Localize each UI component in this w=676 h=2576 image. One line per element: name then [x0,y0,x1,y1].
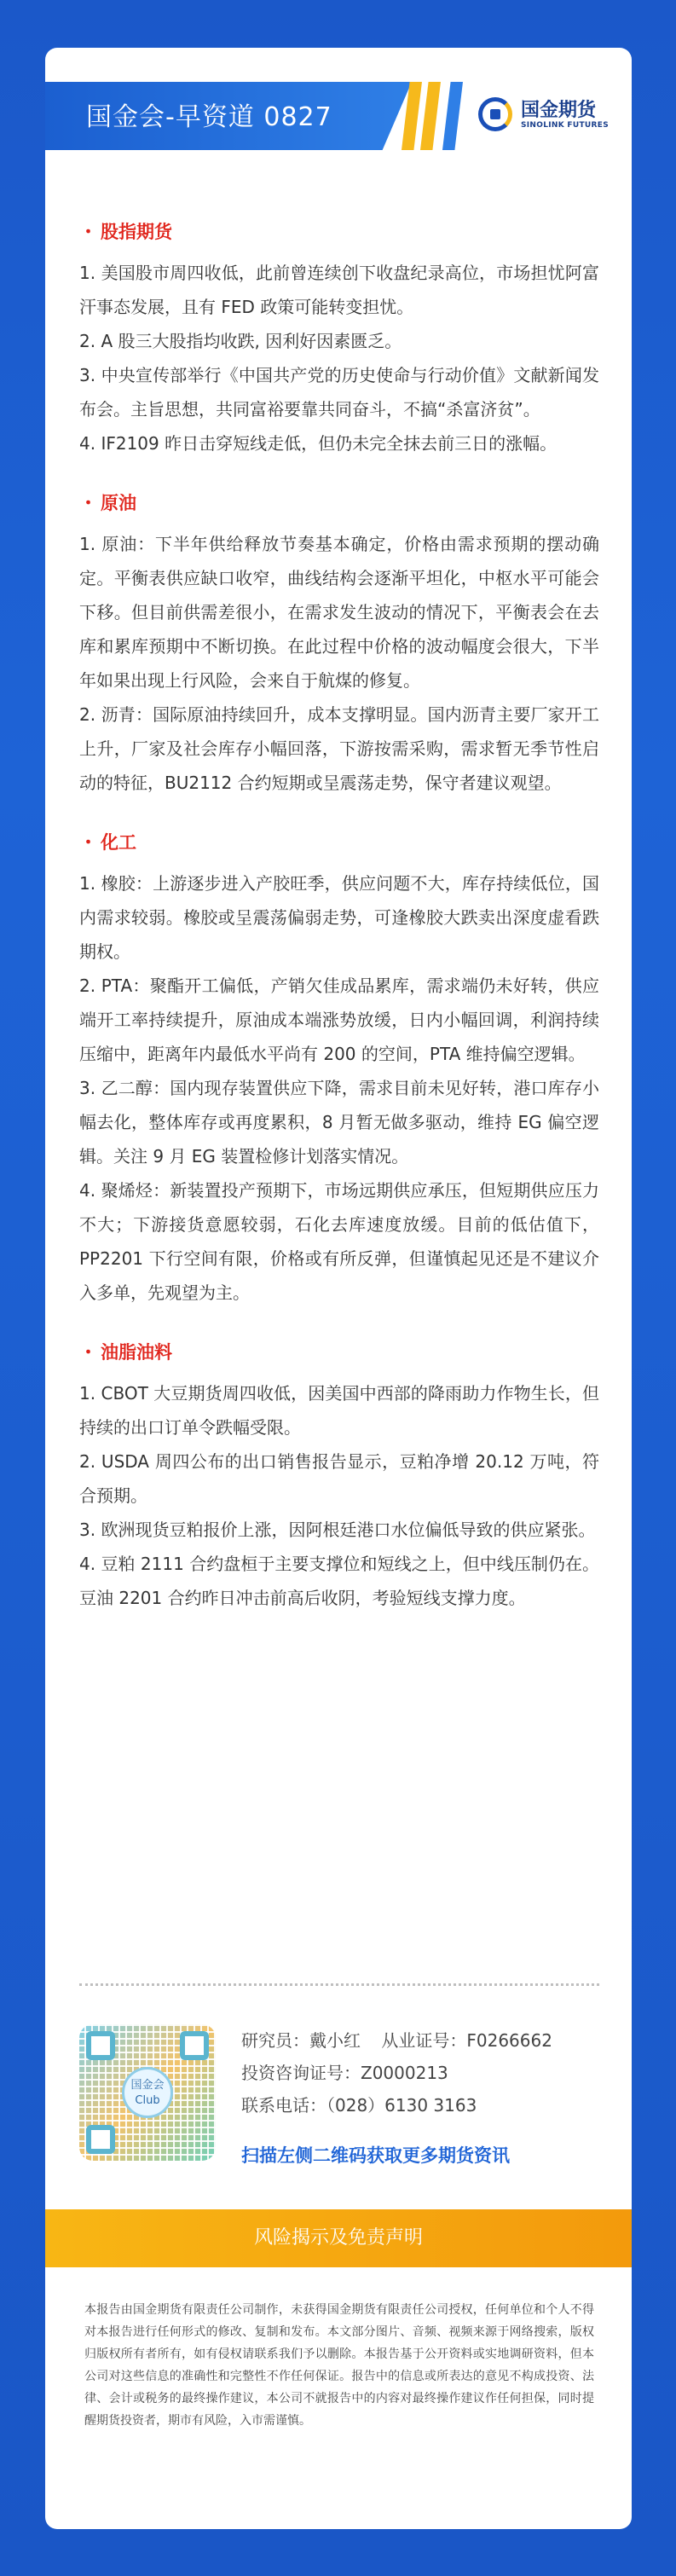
consult-row [241,2057,552,2089]
paragraph: 2. PTA：聚酯开工偏低，产销欠佳成品累库，需求端仍未好转，供应端开工率持续提升，原油成本端涨势放缓，日内小幅回调，利润持续压缩中，距离年内最低水平尚有 200 的空间，PTA 维持偏空逻辑。 [79,975,599,1064]
qr-finder-icon [180,2031,209,2060]
section-heading [79,218,599,244]
paragraph: 4. IF2109 昨日击穿短线走低，但仍未完全抹去前三日的涨幅。 [79,433,558,454]
qr-code[interactable] [79,2024,216,2161]
qr-finder-icon [86,2125,115,2154]
paragraph: 3. 中央宣传部举行《中国共产党的历史使命与行动价值》文献新闻发布会。主旨思想，共同富裕要靠共同奋斗，不搞“杀富济贫”。 [79,365,599,420]
qr-finder-icon [86,2031,115,2060]
bullet-icon: ・ [79,1342,97,1363]
disclaimer-text: 本报告由国金期货有限责任公司制作，未获得国金期货有限责任公司授权，任何单位和个人不得对本报告进行任何形式的修改、复制和发布。本文部分图片、音频、视频来源于网络搜索，版权归版权所有者所有，如有侵权请联系我们予以删除。本报告基于公开资料或实地调研资料，但本公司对这些信息的准确性和完整性不作任何保证。报告中的信息或所表达的意见不构成投资、法律、会计或税务的最终操作建议，本公司不就报告中的内容对最终操作建议作任何担保，同时提醒期货投资者，期市有风险，入市需谨慎。 [84,2303,594,2428]
brand-logo [478,92,623,140]
phone-label: 联系电话： [241,2095,326,2116]
bullet-icon: ・ [79,832,97,853]
section-title: 化工 [101,832,136,853]
paragraph: 1. CBOT 大豆期货周四收低，因美国中西部的降雨助力作物生长，但持续的出口订单令跌幅受限。 [79,1383,599,1438]
section-heading [79,489,599,515]
logo-text-cn: 国金期货 [521,100,597,121]
section-title: 原油 [101,493,136,513]
section-title: 油脂油料 [101,1342,172,1363]
paragraph: 4. 豆粕 2111 合约盘桓于主要支撑位和短线之上，但中线压制仍在。豆油 2201 合约昨日冲击前高后收阴，考验短线支撑力度。 [79,1554,599,1608]
dotted-divider [79,1983,599,1986]
paragraph: 3. 欧洲现货豆粕报价上涨，因阿根廷港口水位偏低导致的供应紧张。 [79,1520,596,1540]
researcher-row [241,2024,552,2057]
researcher-label: 研究员： [241,2030,309,2051]
consult-label: 投资咨询证号： [241,2063,361,2083]
qr-cta-text: 扫描左侧二维码获取更多期货资讯 [241,2145,510,2166]
section-crude-oil [79,489,599,800]
section-oils-oilseeds [79,1339,599,1615]
paragraph: 2. USDA 周四公布的出口销售报告显示，豆粕净增 20.12 万吨，符合预期。 [79,1451,599,1506]
bullet-icon: ・ [79,493,97,513]
paragraph: 2. 沥青：国际原油持续回升，成本支撑明显。国内沥青主要厂家开工上升，厂家及社会库存小幅回落，下游按需采购，需求暂无季节性启动的特征，BU2112 合约短期或呈震荡走势，保守者建议观望。 [79,704,599,793]
logo-text-en: SINOLINK FUTURES [521,121,609,130]
cert-label: 从业证号： [381,2030,467,2051]
qr-center-badge: 国金会 Club [122,2067,173,2118]
article-body [79,218,599,1644]
section-title: 股指期货 [101,222,172,242]
page-title: 国金会-早资道 0827 [86,102,332,132]
accent-stripe [442,82,463,150]
risk-disclosure-header: 风险揭示及免责声明 [45,2209,632,2267]
paragraph: 1. 橡胶：上游逐步进入产胶旺季，供应问题不大，库存持续低位，国内需求较弱。橡胶或呈震荡偏弱走势，可逢橡胶大跌卖出深度虚看跌期权。 [79,873,599,962]
paragraph: 3. 乙二醇：国内现存装置供应下降，需求目前未见好转，港口库存小幅去化，整体库存或再度累积，8 月暂无做多驱动，维持 EG 偏空逻辑。关注 9 月 EG 装置检修计划落实情况。 [79,1078,599,1166]
accent-stripe [420,82,441,150]
bullet-icon: ・ [79,222,97,242]
paragraph: 1. 原油：下半年供给释放节奏基本确定，价格由需求预期的摆动确定。平衡表供应缺口收窄，曲线结构会逐渐平坦化，中枢水平可能会下移。但目前供需差很小，在需求发生波动的情况下，平衡表会在去库和累库预期中不断切换。在此过程中价格的波动幅度会很大，下半年如果出现上行风险，会来自于航煤的修复。 [79,534,599,691]
section-heading [79,829,599,854]
article-card [45,48,632,2529]
cert-number: F0266662 [466,2030,552,2051]
phone-number: （028）6130 3163 [326,2095,477,2116]
consult-number: Z0000213 [361,2063,448,2083]
contact-details [241,2024,552,2122]
section-stock-index [79,218,599,460]
paragraph: 4. 聚烯烃：新装置投产预期下，市场远期供应承压，但短期供应压力不大；下游接货意愿较弱，石化去库速度放缓。目前的低估值下，PP2201 下行空间有限，价格或有所反弹，但谨慎起见还是不建议介入多单，先观望为主。 [79,1180,599,1303]
section-chemicals [79,829,599,1310]
phone-row [241,2089,552,2122]
logo-mark-icon [478,97,512,131]
researcher-name: 戴小红 [309,2030,361,2051]
contact-block [79,1983,599,2166]
paragraph: 1. 美国股市周四收低，此前曾连续创下收盘纪录高位，市场担忧阿富汗事态发展，且有 FED 政策可能转变担忧。 [79,263,599,317]
header-banner [45,82,632,167]
section-heading [79,1339,599,1364]
paragraph: 2. A 股三大股指均收跌, 因利好因素匮乏。 [79,331,402,351]
